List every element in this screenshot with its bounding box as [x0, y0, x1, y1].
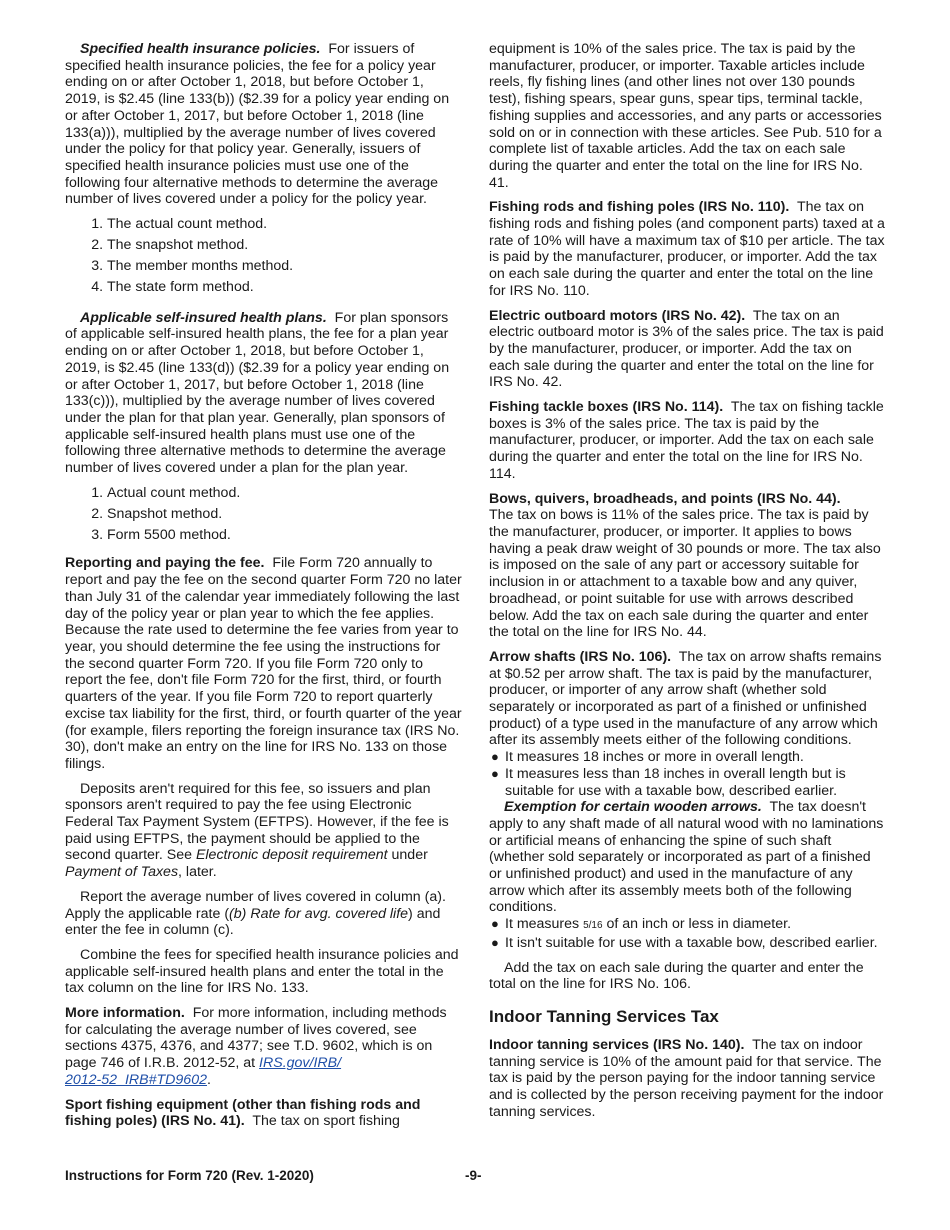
list-item: ● It isn't suitable for use with a taxable bow, described earlier. [491, 934, 878, 951]
more-information-paragraph [65, 1005, 462, 1089]
wooden-arrows-paragraph [489, 799, 886, 916]
fraction: 5/16 [583, 920, 603, 932]
list-item: ● It measures 18 inches or more in overall length. [491, 749, 804, 766]
text-run: Deposits aren't required for this fee, so issuers and plan sponsors aren't required to pay the fee using Electronic Federal Tax Payment System (EFTPS). However, if the fee is paid using EFTPS, the payment should be applied to the second quarter. See [65, 780, 449, 864]
left-column [65, 41, 462, 1138]
indoor-tanning-paragraph [489, 1037, 886, 1121]
list-item: 3. Form 5500 method. [107, 527, 462, 544]
paragraph-heading: Indoor tanning services (IRS No. 140). [489, 1036, 745, 1053]
list-item: 3. The member months method. [107, 258, 462, 275]
methods-list-three [65, 485, 462, 544]
list-item: 1. Actual count method. [107, 485, 462, 502]
paragraph-text: File Form 720 annually to report and pay the fee on the second quarter Form 720 no later than July 31 of the calendar year immediately following the last day of the policy year or plan year to which the fee applies. Because the rate used to determine the fee varies from year to year, you should determine the fee using the instructions for the second quarter Form 720. If you file Form 720 only to report the fee, don't file Form 720 for the first, third, or fourth quarters of the year. If you file Form 720 to report quarterly excise tax liability for the first, third, or fourth quarter of the year (for example, filers reporting the foreign insurance tax (IRS No. 30), don't make an entry on the line for IRS No. 133 on those filings. [65, 555, 462, 772]
bullet-icon: ● [491, 916, 499, 932]
indoor-tanning-heading: Indoor Tanning Services Tax [489, 1006, 719, 1026]
paragraph-text: The tax on bows is 11% of the sales price. The tax is paid by the manufacturer, producer, or importer. It applies to bows having a peak draw weight of 30 pounds or more. The tax also is imposed on the sale of any part or accessory suitable for inclusion in or attachment to a taxable bow and any quiver, broadhead, or point suitable for use with arrows described below. Add the tax on each sale during the quarter and enter the total on the line for IRS No. 44. [489, 507, 881, 641]
bullet-icon: ● [491, 934, 499, 950]
paragraph-text: For issuers of specified health insurance policies, the fee for a policy year ending on or after October 1, 2018, but before October 1, 2019, is $2.45 (line 133(b)) ($2.39 for a policy year ending on or after October 1, 2017, but before October 1, 2018 (line 133(a))), multiplied by the average number of lives covered under the policy for that policy year. Generally, issuers of specified health insurance policies must use one of the following four alternative methods to determine the average number of lives covered under a policy for the policy year. [65, 41, 450, 208]
footer-title: Instructions for Form 720 (Rev. 1-2020) [65, 1168, 314, 1183]
text-run: Report the average number of lives covered in column (a). Apply the applicable rate ( [65, 888, 446, 922]
fishing-rods-paragraph [489, 199, 886, 299]
paragraph-heading: Sport fishing equipment (other than fishing rods and fishing poles) (IRS No. 41). [65, 1096, 421, 1130]
methods-list-four [65, 216, 462, 296]
text-run: under [387, 847, 428, 864]
paragraph-text: The tax on indoor tanning service is 10% of the amount paid for that service. The tax is paid by the person paying for the indoor tanning service and is collected by the person receiving payment for the indoor tanning services. [489, 1036, 884, 1120]
arrow-shafts-paragraph [489, 649, 886, 749]
paragraph-heading: Specified health insurance policies. [80, 41, 321, 57]
page-number: -9- [465, 1168, 482, 1183]
bows-paragraph [489, 491, 886, 641]
paragraph-text: For plan sponsors of applicable self-insured health plans, the fee for a plan year ending on or after October 1, 2018, but before October 1, 2019, is $2.45 (line 133(d)) ($2.39 for a policy year ending on or after October 1, 2017, but before October 1, 2018 (line 133(c))), multiplied by the average number of lives covered under the plan for that plan year. Generally, plan sponsors of applicable self-insured health plans must use one of the following three alternative methods to determine the average number of lives covered under a plan for the plan year. [65, 309, 450, 477]
deposits-paragraph [65, 781, 462, 881]
paragraph-heading: Fishing tackle boxes (IRS No. 114). [489, 399, 724, 416]
text-run: . [206, 1071, 211, 1088]
sport-fishing-paragraph [65, 1097, 462, 1130]
list-item: ● It measures 5/16 of an inch or less in diameter. [491, 916, 792, 933]
paragraph-text: The tax on arrow shafts remains at $0.52 per arrow shaft. The tax is paid by the manufacturer, producer, or importer of any arrow shaft (whether sold separately or incorporated as part of a finished or unfinished product) of a type used in the manufacture of any arrow which after its assembly meets either of the following conditions. [489, 648, 882, 749]
paragraph-heading: Arrow shafts (IRS No. 106). [489, 648, 672, 665]
italic-reference: Payment of Taxes [65, 864, 179, 881]
italic-reference: Electronic deposit requirement [195, 847, 388, 864]
paragraph-text: The tax on an electric outboard motor is 3% of the sales price. The tax is paid by the manufacturer, producer, or importer. Add the tax on each sale during the quarter and enter the total on the line for IRS No. 42. [489, 307, 884, 391]
italic-reference: (b) Rate for avg. covered life [229, 905, 409, 922]
paragraph-text: The tax on fishing tackle boxes is 3% of the sales price. The tax is paid by the manufacturer, producer, or importer. Add the tax on each sale during the quarter and enter the total on the line for IRS No. 114. [489, 399, 884, 482]
list-item: 2. The snapshot method. [107, 237, 462, 254]
paragraph-text: The tax on sport fishing [252, 1113, 400, 1130]
bullet-icon: ● [491, 765, 499, 781]
irb-link[interactable]: IRS.gov/IRB/ 2012-52_IRB#TD9602 [65, 1055, 342, 1088]
list-item: 2. Snapshot method. [107, 506, 462, 523]
list-item: 1. The actual count method. [107, 216, 462, 233]
paragraph-heading: Exemption for certain wooden arrows. [504, 799, 762, 816]
arrow-conditions-list [489, 749, 886, 799]
right-column [489, 41, 886, 1128]
paragraph-text: For more information, including methods for calculating the average number of lives covered, see sections 4375, 4376, and 4377; see T.D. 9602, which is on page 746 of I.R.B. 2012-52, at [65, 1005, 447, 1072]
add-tax-106-paragraph: Add the tax on each sale during the quarter and enter the total on the line for IRS No. 106. [489, 959, 864, 993]
text-run: ) and enter the fee in column (c). [65, 905, 441, 939]
paragraph-heading: Reporting and paying the fee. [65, 555, 265, 572]
bullet-icon: ● [491, 749, 499, 765]
combine-fees-paragraph: Combine the fees for specified health insurance policies and applicable self-insured health plans and enter the total in the tax column on the line for IRS No. 133. [65, 946, 459, 997]
list-item: 4. The state form method. [107, 279, 462, 296]
list-item: ● It measures less than 18 inches in overall length but is suitable for use with a taxable bow, described earlier. [491, 765, 846, 799]
paragraph-heading: More information. [65, 1005, 185, 1022]
paragraph-heading: Applicable self-insured health plans. [80, 309, 327, 326]
paragraph-text: The tax on fishing rods and fishing poles (and component parts) taxed at a rate of 10% will have a maximum tax of $10 per article. The tax is paid by the manufacturer, producer, or importer. Add the tax on each sale during the quarter and enter the total on the line for IRS No. 110. [489, 199, 885, 299]
report-lives-paragraph [65, 889, 462, 939]
reporting-paying-paragraph [65, 555, 462, 772]
paragraph-text: The tax doesn't apply to any shaft made of all natural wood with no laminations or artificial means of enhancing the spine of such shaft (whether sold separately or incorporated as part of a finished or unfinished product) and used in the manufacture of any arrow which after its assembly meets both of the following conditions. [489, 799, 884, 916]
wooden-conditions-list [489, 916, 886, 951]
sport-fishing-continued-paragraph: equipment is 10% of the sales price. The tax is paid by the manufacturer, producer, or importer. Taxable articles include reels, fly fishing lines (and other lines not over 130 pounds test), fishing spears, spear guns, spear tips, terminal tackle, fishing supplies and accessories, and any parts or accessories sold on or in connection with these articles. See Pub. 510 for a complete list of taxable articles. Add the tax on each sale during the quarter and enter the total on the line for IRS No. 41. [489, 41, 882, 191]
specified-health-insurance-paragraph [65, 41, 462, 208]
paragraph-heading: Bows, quivers, broadheads, and points (IRS No. 44). [489, 490, 841, 507]
text-run: , later. [178, 864, 217, 881]
electric-outboard-paragraph [489, 308, 886, 392]
self-insured-plans-paragraph [65, 310, 462, 477]
tackle-boxes-paragraph [489, 399, 886, 483]
paragraph-heading: Fishing rods and fishing poles (IRS No. 110). [489, 199, 790, 216]
paragraph-heading: Electric outboard motors (IRS No. 42). [489, 307, 746, 324]
